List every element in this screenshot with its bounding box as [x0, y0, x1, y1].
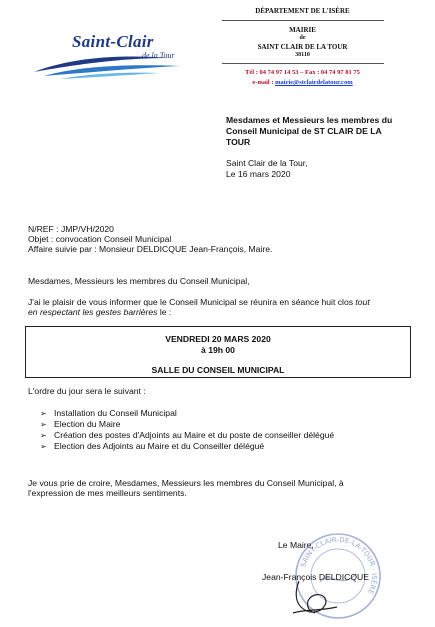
agenda-item — [40, 419, 334, 430]
signature-name: Jean-François DELDICQUE — [262, 572, 369, 582]
meeting-time: à 19h 00 — [201, 345, 235, 355]
meeting-date: VENDREDI 20 MARS 2020 — [165, 334, 271, 344]
recipient-line-2: Conseil Municipal de ST CLAIR DE LA — [226, 126, 382, 136]
agenda-item — [40, 430, 334, 441]
email-line — [230, 79, 375, 86]
recipient-line-3: TOUR — [226, 137, 251, 147]
agenda-item-label: Election des Adjoints au Maire et du Conseiller délégué — [54, 441, 265, 451]
handwritten-signature — [285, 575, 355, 620]
bullet-arrow-icon: ➢ — [40, 442, 47, 451]
stamp-text: SAINT-CLAIR-DE-LA-TOUR · ISÈRE — [299, 535, 379, 596]
header-rule-top — [222, 20, 384, 21]
agenda-item-label: Installation du Conseil Municipal — [54, 408, 177, 418]
email-link[interactable]: mairie@stclairdelatour.com — [275, 79, 353, 86]
mairie-label: MAIRIE — [289, 26, 316, 34]
recipient-line-1: Mesdames et Messieurs les membres du — [226, 115, 393, 125]
intro-line-2 — [28, 307, 171, 318]
agenda-item-label: Election du Maire — [54, 419, 121, 429]
closing-line-2: l'expression de mes meilleurs sentiments. — [28, 488, 187, 498]
agenda-list — [40, 408, 334, 452]
salutation: Mesdames, Messieurs les membres du Conseil Municipal, — [28, 276, 250, 286]
signature-scribble-icon — [285, 575, 355, 620]
department: DÉPARTEMENT DE L'ISÈRE — [255, 7, 350, 15]
logo-name: Saint-Clair — [72, 32, 154, 51]
postcode: 38110 — [295, 52, 310, 58]
meeting-box — [25, 326, 411, 378]
logo-subname: de la Tour — [142, 51, 175, 60]
agenda-intro: L'ordre du jour sera le suivant : — [28, 386, 146, 396]
agenda-item — [40, 408, 334, 419]
town-name: SAINT CLAIR DE LA TOUR — [257, 43, 348, 51]
signature-title: Le Maire, — [278, 540, 314, 550]
closing-line-1: Je vous prie de croire, Mesdames, Messieurs les membres du Conseil Municipal, à — [28, 478, 344, 488]
intro-end: le : — [157, 307, 172, 317]
reference: N/REF : JMP/VH/2020 — [28, 224, 114, 234]
intro-italic-1: tout — [355, 297, 370, 307]
town-logo — [30, 28, 190, 80]
agenda-item — [40, 441, 334, 452]
intro-text: J'ai le plaisir de vous informer que le Conseil Municipal se réunira en séance huit clos — [28, 297, 356, 307]
letter-date: Le 16 mars 2020 — [226, 169, 291, 179]
subject: Objet : convocation Conseil Municipal — [28, 234, 172, 244]
bullet-arrow-icon: ➢ — [40, 409, 47, 418]
header-rule-bottom — [222, 63, 384, 64]
phone-fax: Tél : 04 74 97 14 53 – Fax : 04 74 97 81 75 — [245, 69, 360, 76]
mairie-de: de — [299, 35, 306, 41]
intro-italic-2: en respectant les gestes barrières — [28, 307, 158, 317]
agenda-item-label: Création des postes d'Adjoints au Maire et du poste de conseiller délégué — [54, 430, 335, 440]
email-label: e-mail : — [252, 79, 276, 86]
place: Saint Clair de la Tour, — [226, 158, 308, 168]
meeting-room: SALLE DU CONSEIL MUNICIPAL — [151, 365, 285, 375]
bullet-arrow-icon: ➢ — [40, 431, 47, 440]
bullet-arrow-icon: ➢ — [40, 420, 47, 429]
handled-by: Affaire suivie par : Monsieur DELDICQUE Jean-François, Maire. — [28, 244, 273, 254]
